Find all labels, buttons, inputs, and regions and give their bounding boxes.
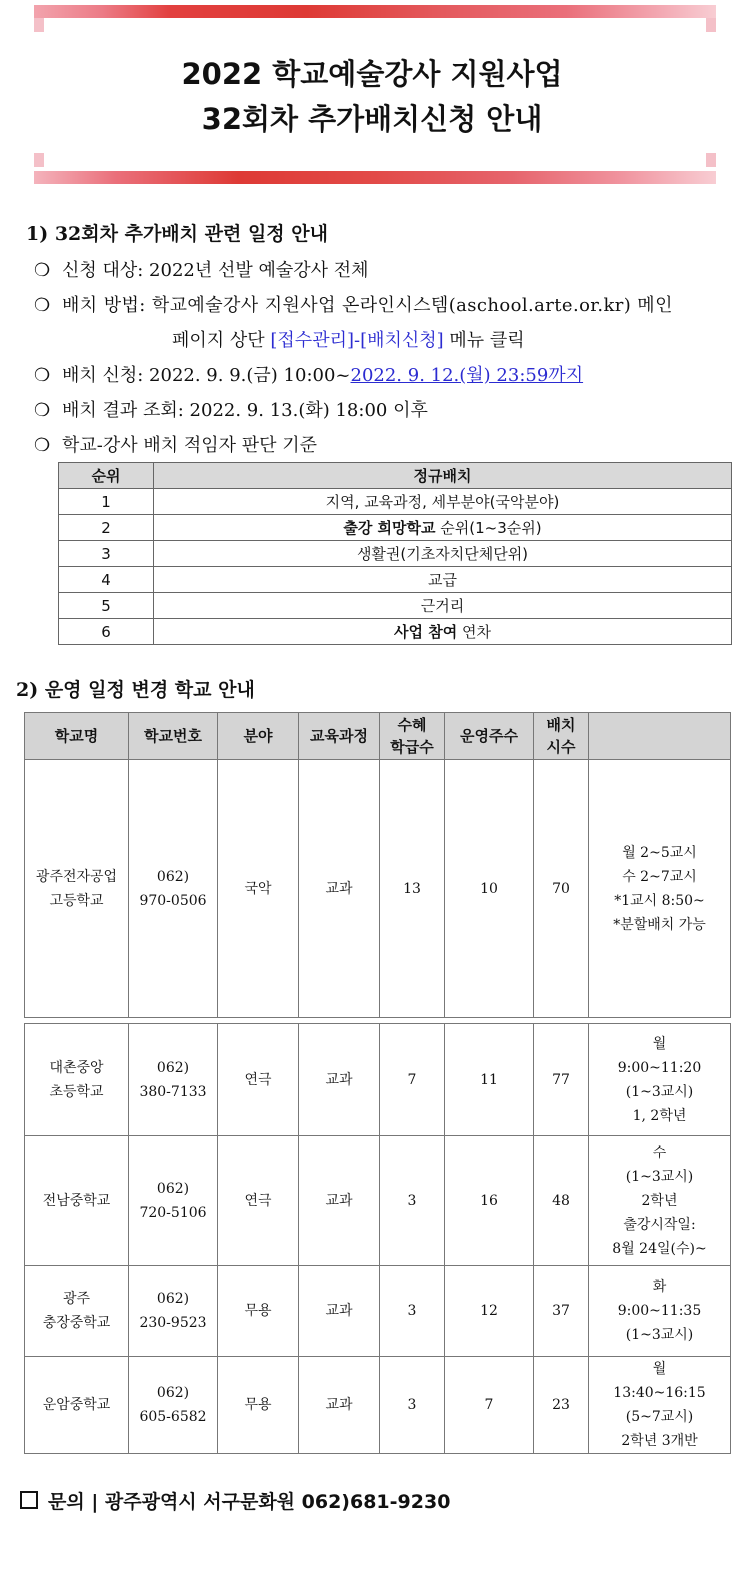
table-row [59, 619, 732, 645]
rank-header: 순위 [59, 463, 154, 489]
classes-cell: 13 [380, 760, 445, 1018]
note-line: (1~3교시) [625, 1083, 694, 1100]
course-cell: 교과 [299, 760, 380, 1018]
rank-cell: 6 [59, 619, 154, 645]
note-line: (5~7교시) [625, 1409, 694, 1425]
school-code-line: 062) [156, 1059, 190, 1076]
weeks-cell: 11 [445, 1024, 534, 1136]
note-line: 13:40~16:15 [613, 1385, 706, 1401]
rank-cell: 2 [59, 515, 154, 541]
title-line-1: 2022 학교예술강사 지원사업 [181, 57, 563, 91]
table-row [59, 593, 732, 619]
school-table-more [24, 1023, 731, 1454]
school-table-main [24, 712, 731, 1018]
hours-cell: 23 [534, 1357, 589, 1454]
classes-cell: 3 [380, 1357, 445, 1454]
school-code-line: 062) [156, 1180, 190, 1197]
table-row [59, 541, 732, 567]
table-row [25, 1266, 731, 1357]
title-line-2: 32회차 추가배치신청 안내 [201, 102, 543, 136]
contact-text: 문의 | 광주광역시 서구문화원 062)681-9230 [48, 1491, 451, 1513]
criteria-text: 지역, 교육과정, 세부분야(국악분야) [325, 493, 560, 511]
criteria-header-row [59, 463, 732, 489]
school-name-line: 전남중학교 [42, 1192, 111, 1209]
hours-header-1: 배치 [546, 716, 576, 734]
note-line: 월 [652, 1035, 667, 1052]
section2-heading: 2) 운영 일정 변경 학교 안내 [16, 679, 255, 701]
result-text: 배치 결과 조회: 2022. 9. 13.(화) 18:00 이후 [62, 400, 428, 421]
school-code-line: 720-5106 [139, 1204, 207, 1221]
school-code-line: 062) [156, 1385, 190, 1401]
school-code-line: 062) [156, 1291, 190, 1307]
school-name-line: 광주 [62, 1291, 91, 1307]
note-cell [589, 1024, 731, 1136]
note-line: *분할배치 가능 [613, 916, 706, 933]
criteria-cell [154, 489, 732, 515]
bottom-right-tick [706, 153, 716, 167]
school-code-cell [129, 1266, 218, 1357]
school-code-cell [129, 1357, 218, 1454]
school-name-line: 충장중학교 [42, 1315, 111, 1331]
school-name-cell [25, 1266, 129, 1357]
bullet-icon: ❍ [34, 400, 51, 421]
school-header-row [25, 713, 731, 760]
criteria-text: 근거리 [420, 597, 465, 615]
method-post: 메뉴 클릭 [443, 330, 525, 351]
method-pre: 페이지 상단 [172, 330, 271, 351]
note-cell [589, 760, 731, 1018]
criteria-text: 생활권(기초자치단체단위) [356, 545, 529, 563]
criteria-cell [154, 593, 732, 619]
criteria-text: 순위(1~3순위) [435, 519, 542, 537]
rank-cell: 1 [59, 489, 154, 515]
weeks-header: 운영주수 [445, 713, 534, 760]
classes-header [380, 713, 445, 760]
criteria-table [58, 462, 732, 645]
school-code-line: 230-9523 [139, 1315, 207, 1331]
school-name-cell [25, 760, 129, 1018]
note-header [589, 713, 731, 760]
classes-header-1: 수혜 [397, 716, 427, 734]
hours-cell: 70 [534, 760, 589, 1018]
bullet-icon: ❍ [34, 435, 51, 456]
note-line: 1, 2학년 [632, 1107, 687, 1124]
rank-cell: 5 [59, 593, 154, 619]
apply-pre: 배치 신청: 2022. 9. 9.(금) 10:00~ [62, 365, 351, 386]
menu-path-link[interactable]: [접수관리]-[배치신청] [270, 330, 444, 351]
classes-cell: 3 [380, 1266, 445, 1357]
weeks-cell: 10 [445, 760, 534, 1018]
classes-cell: 7 [380, 1024, 445, 1136]
classes-header-2: 학급수 [390, 738, 434, 756]
weeks-cell: 16 [445, 1136, 534, 1266]
school-name-line: 초등학교 [49, 1083, 104, 1100]
note-line: 수 [652, 1144, 667, 1161]
note-line: 월 2~5교시 [622, 844, 697, 861]
school-name-line: 광주전자공업 [35, 868, 118, 885]
criteria-text: 학교-강사 배치 적임자 판단 기준 [62, 435, 318, 456]
target-line [34, 256, 369, 282]
note-line: (1~3교시) [625, 1168, 694, 1185]
table-row [59, 515, 732, 541]
school-code-cell [129, 760, 218, 1018]
table-row [25, 760, 731, 1018]
criteria-line [34, 431, 317, 457]
criteria-bold: 사업 참여 [394, 623, 458, 641]
apply-line [34, 361, 583, 387]
field-cell: 국악 [218, 760, 299, 1018]
criteria-cell [154, 515, 732, 541]
field-header: 분야 [218, 713, 299, 760]
hours-cell: 48 [534, 1136, 589, 1266]
bullet-icon: ❍ [34, 295, 51, 316]
course-cell: 교과 [299, 1266, 380, 1357]
top-right-tick [706, 18, 716, 32]
course-header: 교육과정 [299, 713, 380, 760]
top-decor-band [34, 5, 716, 18]
field-cell: 무용 [218, 1266, 299, 1357]
school-name-line: 대촌중앙 [49, 1059, 104, 1076]
note-line: 수 2~7교시 [622, 868, 697, 885]
school-code-header: 학교번호 [129, 713, 218, 760]
page-title [0, 52, 744, 142]
hours-header [534, 713, 589, 760]
school-name-cell [25, 1357, 129, 1454]
note-cell [589, 1136, 731, 1266]
section1-heading: 1) 32회차 추가배치 관련 일정 안내 [26, 223, 328, 245]
checkbox-square-icon [20, 1491, 38, 1509]
target-text: 신청 대상: 2022년 선발 예술강사 전체 [62, 260, 369, 281]
note-line: 화 [652, 1279, 667, 1295]
school-code-line: 970-0506 [139, 892, 207, 909]
note-cell [589, 1357, 731, 1454]
note-cell [589, 1266, 731, 1357]
result-line [34, 396, 428, 422]
note-line: *1교시 8:50~ [614, 892, 705, 909]
school-code-cell [129, 1024, 218, 1136]
school-code-line: 062) [156, 868, 190, 885]
field-cell: 연극 [218, 1136, 299, 1266]
field-cell: 무용 [218, 1357, 299, 1454]
method-line [34, 291, 673, 317]
course-cell: 교과 [299, 1136, 380, 1266]
bullet-icon: ❍ [34, 365, 51, 386]
criteria-bold: 출강 희망학교 [343, 519, 436, 537]
school-code-cell [129, 1136, 218, 1266]
school-name-cell [25, 1136, 129, 1266]
method-text: 배치 방법: 학교예술강사 지원사업 온라인시스템(aschool.arte.or.kr) 메인 [62, 295, 673, 316]
school-name-cell [25, 1024, 129, 1136]
weeks-cell: 7 [445, 1357, 534, 1454]
contact-info [20, 1487, 450, 1514]
school-code-line: 380-7133 [139, 1083, 207, 1100]
criteria-cell [154, 619, 732, 645]
criteria-text: 연차 [457, 623, 491, 641]
school-name-line: 운암중학교 [42, 1397, 111, 1413]
regular-header: 정규배치 [154, 463, 732, 489]
criteria-cell [154, 541, 732, 567]
method-line-2 [172, 326, 525, 352]
field-cell: 연극 [218, 1024, 299, 1136]
school-name-line: 고등학교 [49, 892, 104, 909]
note-line: 9:00~11:35 [617, 1303, 702, 1319]
note-line: 월 [652, 1361, 667, 1377]
note-line: 8월 24일(수)~ [612, 1240, 707, 1257]
note-line: 9:00~11:20 [617, 1059, 702, 1076]
rank-cell: 4 [59, 567, 154, 593]
criteria-cell [154, 567, 732, 593]
hours-cell: 77 [534, 1024, 589, 1136]
weeks-cell: 12 [445, 1266, 534, 1357]
note-line: 2학년 3개반 [621, 1433, 698, 1449]
deadline-link[interactable]: 2022. 9. 12.(월) 23:59까지 [350, 365, 584, 386]
table-row [25, 1136, 731, 1266]
school-code-line: 605-6582 [139, 1409, 207, 1425]
school-name-header: 학교명 [25, 713, 129, 760]
note-line: (1~3교시) [625, 1327, 694, 1343]
bottom-decor-band [34, 171, 716, 184]
note-line: 출강시작일: [623, 1216, 696, 1233]
bullet-icon: ❍ [34, 260, 51, 281]
table-row [59, 489, 732, 515]
rank-cell: 3 [59, 541, 154, 567]
note-line: 2학년 [641, 1192, 678, 1209]
table-row [25, 1024, 731, 1136]
hours-header-2: 시수 [546, 738, 576, 756]
table-row [25, 1357, 731, 1454]
course-cell: 교과 [299, 1024, 380, 1136]
course-cell: 교과 [299, 1357, 380, 1454]
top-left-tick [34, 18, 44, 32]
classes-cell: 3 [380, 1136, 445, 1266]
criteria-text: 교급 [428, 571, 457, 589]
hours-cell: 37 [534, 1266, 589, 1357]
bottom-left-tick [34, 153, 44, 167]
table-row [59, 567, 732, 593]
